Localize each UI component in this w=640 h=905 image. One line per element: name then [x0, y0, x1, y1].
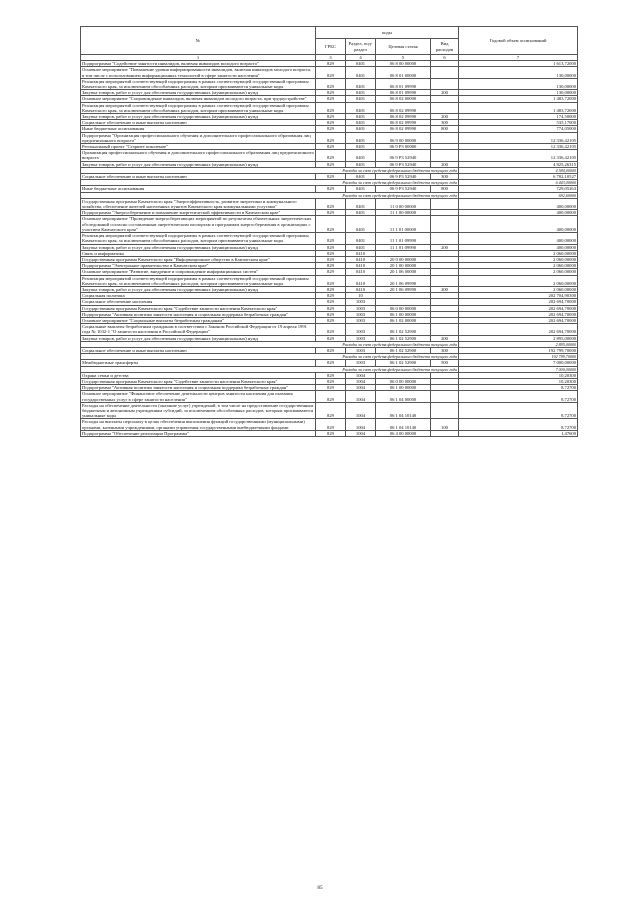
row-volume: 6 782,10527: [459, 174, 578, 180]
row-grbs: 829: [316, 126, 346, 132]
row-section: 0401: [346, 198, 376, 209]
row-name: Основное мероприятие "Проведение энергосберегающих мероприятий по результатам обязательных энергетических обследований согласно составленным энергетическим паспортам и программам энергосбережения в организациях с участием Камчатского края": [81, 216, 316, 233]
row-target: 06 1 02 52900: [376, 360, 431, 366]
row-section: 0410: [346, 263, 376, 269]
budget-document-page: [80, 26, 577, 437]
table-row: [81, 233, 578, 244]
row-volume: 2 060,00000: [459, 250, 578, 256]
row-target: 06 0 00 00000: [376, 305, 431, 311]
row-volume: 774,05000: [459, 126, 578, 132]
row-section: 0401: [346, 244, 376, 250]
row-section: 0410: [346, 256, 376, 262]
row-note-volume: 7 000,00000: [459, 366, 578, 372]
row-grbs: 829: [316, 210, 346, 216]
row-name: Реализация мероприятий соответствующей подпрограммы в рамках соответствующей государственной программы Камчатского края, за исключением обособленных расходов, которым присваиваются уникальные коды: [81, 78, 316, 89]
row-type: [431, 402, 459, 419]
row-type: 200: [431, 244, 459, 250]
header-volume: Годовой объем ассигнований: [459, 27, 578, 55]
row-note: Расходы за счет средств федерального бюджета текущего года: [81, 192, 459, 198]
col-number: 1: [81, 55, 316, 61]
row-name: Реализация мероприятий соответствующей подпрограммы в рамках соответствующей государственной программы Камчатского края, за исключением обособленных расходов, которым присваиваются уникальные коды: [81, 102, 316, 113]
row-grbs: 829: [316, 174, 346, 180]
table-header: [81, 27, 578, 61]
row-target: 06 1 00 00000: [376, 311, 431, 317]
row-target: 20 1 06 09990: [376, 286, 431, 292]
row-volume: 202 694,70000: [459, 317, 578, 323]
row-grbs: 829: [316, 120, 346, 126]
row-section: 0401: [346, 161, 376, 167]
row-name: Реализация мероприятий соответствующей подпрограммы в рамках соответствующей государственной программы Камчатского края, за исключением обособленных расходов, которым присваиваются уникальные коды: [81, 233, 316, 244]
row-section: 1004: [346, 419, 376, 430]
row-target: 06 8 02 00000: [376, 96, 431, 102]
row-grbs: 829: [316, 263, 346, 269]
row-name: Иные бюджетные ассигнования: [81, 186, 316, 192]
row-volume: 2 060,00000: [459, 269, 578, 275]
row-note: Расходы за счет средств федерального бюджета текущего года: [81, 167, 459, 173]
row-type: 200: [431, 161, 459, 167]
row-section: 1003: [346, 324, 376, 335]
row-target: 06 8 02 09990: [376, 114, 431, 120]
row-grbs: 829: [316, 378, 346, 384]
row-target: 06 1 04 00000: [376, 391, 431, 402]
row-section: 1003: [346, 305, 376, 311]
row-section: 1003: [346, 347, 376, 353]
row-grbs: 829: [316, 347, 346, 353]
table-row: [81, 430, 578, 436]
row-section: 0401: [346, 144, 376, 150]
row-note-volume: 6 443,00000: [459, 180, 578, 186]
row-volume: 1,47600: [459, 430, 578, 436]
row-type: [431, 430, 459, 436]
row-note-volume: 4 584,00000: [459, 167, 578, 173]
row-note: Расходы за счет средств федерального бюджета текущего года: [81, 366, 459, 372]
page-number: 85: [317, 885, 323, 891]
row-grbs: 829: [316, 161, 346, 167]
row-section: 1004: [346, 430, 376, 436]
table-row: [81, 419, 578, 430]
row-section: 0401: [346, 126, 376, 132]
row-type: 200: [431, 335, 459, 341]
row-grbs: 829: [316, 360, 346, 366]
row-volume: 202 694,70000: [459, 324, 578, 335]
row-target: 20 1 06 09990: [376, 275, 431, 286]
row-name: Основное мероприятие "Социальные выплаты безработным гражданам": [81, 317, 316, 323]
row-name: Реализация мероприятий соответствующей подпрограммы в рамках соответствующей государственной программы Камчатского края, за исключением обособленных расходов, которым присваиваются уникальные коды: [81, 275, 316, 286]
row-target: 11 1 01 00000: [376, 216, 431, 233]
row-grbs: 829: [316, 402, 346, 419]
row-name: Закупка товаров, работ и услуг для обеспечения государственных (муниципальных) нужд: [81, 90, 316, 96]
row-note-volume: 2 895,00000: [459, 341, 578, 347]
row-target: 20 0 00 00000: [376, 256, 431, 262]
row-grbs: 829: [316, 299, 346, 305]
table-row: [81, 402, 578, 419]
row-section: 0410: [346, 250, 376, 256]
row-volume: 10,20300: [459, 378, 578, 384]
row-target: 06 8 02 09990: [376, 120, 431, 126]
row-volume: 1 613,72000: [459, 61, 578, 67]
row-grbs: 829: [316, 391, 346, 402]
row-section: 1003: [346, 360, 376, 366]
table-row: [81, 150, 578, 161]
row-section: 0401: [346, 114, 376, 120]
row-section: 0401: [346, 96, 376, 102]
row-section: 1004: [346, 402, 376, 419]
row-volume: 2 895,00000: [459, 335, 578, 341]
row-grbs: 829: [316, 78, 346, 89]
row-section: 0401: [346, 132, 376, 143]
table-row: [81, 102, 578, 113]
row-target: 06 1 02 52900: [376, 347, 431, 353]
row-grbs: 829: [316, 198, 346, 209]
row-volume: 2 060,00000: [459, 263, 578, 269]
row-grbs: 829: [316, 250, 346, 256]
row-volume: 8,72700: [459, 385, 578, 391]
row-name: Социальная политика: [81, 293, 316, 299]
row-name: Социальное обеспечение и иные выплаты населению: [81, 174, 316, 180]
row-name: Расходы на выплаты персоналу в целях обеспечения выполнения функций государственными (муниципальными) органами, казенными учреждениями, органами управления государственными внебюджетными фондами: [81, 419, 316, 430]
row-target: 20 1 00 00000: [376, 263, 431, 269]
row-section: 0401: [346, 186, 376, 192]
row-target: 06 1 00 00000: [376, 385, 431, 391]
row-volume: 1 483,72000: [459, 96, 578, 102]
row-name: Подпрограмма "Содействие занятости инвалидов, включая инвалидов молодого возраста": [81, 61, 316, 67]
row-name: Закупка товаров, работ и услуг для обеспечения государственных (муниципальных) нужд: [81, 335, 316, 341]
row-volume: 202 694,70000: [459, 311, 578, 317]
row-target: 06 9 P3 52940: [376, 150, 431, 161]
row-name: Государственная программа Камчатского края "Содействие занятости населения Камчатского края": [81, 378, 316, 384]
row-section: 1004: [346, 378, 376, 384]
row-section: 0401: [346, 67, 376, 78]
row-volume: 2 060,00000: [459, 256, 578, 262]
row-grbs: 829: [316, 144, 346, 150]
row-section: 1003: [346, 311, 376, 317]
row-name: Закупка товаров, работ и услуг для обеспечения государственных (муниципальных) нужд: [81, 114, 316, 120]
row-volume: 8,72700: [459, 402, 578, 419]
table-row: [81, 67, 578, 78]
header-codes: коды: [316, 27, 459, 39]
row-name: Подпрограмма "Организация профессионального обучения и дополнительного профессионального образования лиц предпенсионного возраста": [81, 132, 316, 143]
row-note: Расходы за счет средств федерального бюджета текущего года: [81, 354, 459, 360]
row-name: Социальное обеспечение и иные выплаты населению: [81, 347, 316, 353]
row-volume: 2 060,00000: [459, 275, 578, 286]
row-volume: 10,20300: [459, 372, 578, 378]
row-grbs: 829: [316, 132, 346, 143]
row-type: [431, 198, 459, 209]
row-name: Социальное обеспечение населения: [81, 299, 316, 305]
row-type: 200: [431, 114, 459, 120]
row-section: 0401: [346, 61, 376, 67]
col-number: 4: [346, 55, 376, 61]
row-section: 0401: [346, 216, 376, 233]
row-grbs: 829: [316, 293, 346, 299]
row-target: 11 1 01 09990: [376, 244, 431, 250]
row-volume: 130,00000: [459, 67, 578, 78]
row-target: 06 9 P3 52940: [376, 161, 431, 167]
header-grbs: ГРБС: [316, 39, 346, 55]
row-target: 06 1 04 10140: [376, 419, 431, 430]
row-name: Иные бюджетные ассигнования: [81, 126, 316, 132]
row-grbs: 829: [316, 61, 346, 67]
row-volume: 400,00000: [459, 210, 578, 216]
row-type: [431, 102, 459, 113]
header-no: №: [81, 27, 316, 55]
row-target: 06 1 02 52900: [376, 324, 431, 335]
row-grbs: 829: [316, 96, 346, 102]
row-name: Основное мероприятие "Развитие, внедрение и сопровождение информационных систем": [81, 269, 316, 275]
row-name: Региональный проект "Старшее поколение": [81, 144, 316, 150]
row-type: 100: [431, 419, 459, 430]
row-grbs: 829: [316, 335, 346, 341]
row-name: Расходы на обеспечение деятельности (оказание услуг) учреждений, в том числе на предоставление государственным бюджетным и автономным учреждениям субсидий, за исключением обособленных расходов, которым присваиваются уникальные коды: [81, 402, 316, 419]
table-row: [81, 216, 578, 233]
row-type: [431, 216, 459, 233]
row-volume: 4 825,26315: [459, 161, 578, 167]
row-name: Межбюджетные трансферты: [81, 360, 316, 366]
row-volume: 12 336,42105: [459, 132, 578, 143]
row-name: Организация профессионального обучения и дополнительного профессионального образования лиц предпенсионного возраста: [82, 150, 314, 161]
row-type: 200: [431, 286, 459, 292]
row-type: [431, 275, 459, 286]
row-target: 06 8 01 09990: [376, 90, 431, 96]
row-target: 06 9 00 00000: [376, 132, 431, 143]
row-grbs: 829: [316, 286, 346, 292]
row-name: Подпрограмма "Активная политика занятости населения и социальная поддержка безработных граждан": [81, 385, 316, 391]
row-target: 06 1 02 00000: [376, 317, 431, 323]
col-number: 6: [431, 55, 459, 61]
row-grbs: 829: [316, 385, 346, 391]
row-grbs: 829: [316, 256, 346, 262]
row-volume: 400,00000: [459, 216, 578, 233]
row-target: 06 8 02 09990: [376, 126, 431, 132]
row-name: Социальные выплаты безработным гражданам в соответствии с Законом Российской Федерации от 19 апреля 1991 года № 1032-1 "О занятости населения в Российской Федерации": [81, 324, 316, 335]
row-name: Связь и информатика: [81, 250, 316, 256]
row-section: 1003: [346, 299, 376, 305]
row-target: 20 1 06 00000: [376, 269, 431, 275]
row-name: Основное мероприятие "Повышение уровня информированности инвалидов, включая инвалидов молодого возраста, в том числе с использованием информационных технологий в сфере занятости населения": [81, 67, 316, 78]
row-section: 0410: [346, 275, 376, 286]
row-name: Государственная программа Камчатского края "Информационное общество в Камчатском крае": [81, 256, 316, 262]
row-target: 11 1 00 00000: [376, 210, 431, 216]
row-volume: 400,00000: [459, 198, 578, 209]
row-note-volume: 192 799,70000: [459, 354, 578, 360]
row-target: 06 1 04 10140: [376, 402, 431, 419]
row-section: 0410: [346, 286, 376, 292]
row-grbs: 829: [316, 233, 346, 244]
row-target: 06 9 P3 00000: [376, 144, 431, 150]
row-grbs: 829: [316, 311, 346, 317]
row-name: Подпрограмма "Электронное правительство в Камчатском крае": [81, 263, 316, 269]
row-name: Закупка товаров, работ и услуг для обеспечения государственных (муниципальных) нужд: [81, 286, 316, 292]
row-grbs: 829: [316, 114, 346, 120]
row-target: 06 9 P3 52940: [376, 186, 431, 192]
row-volume: 130,00000: [459, 78, 578, 89]
row-grbs: 829: [316, 150, 346, 161]
row-note: Расходы за счет средств федерального бюджета текущего года: [81, 341, 459, 347]
row-type: [431, 67, 459, 78]
table-row: [81, 391, 578, 402]
row-grbs: 829: [316, 324, 346, 335]
row-name: Социальное обеспечение и иные выплаты населению: [81, 120, 316, 126]
row-type: 800: [431, 126, 459, 132]
budget-table: [80, 26, 578, 437]
table-row: [81, 275, 578, 286]
row-section: 0401: [346, 120, 376, 126]
row-type: [431, 150, 459, 161]
row-target: 06 9 P3 52940: [376, 174, 431, 180]
row-name: Основное мероприятие "Финансовое обеспечение деятельности центров занятости населения для оказания государственных услуг в сфере занятости населения": [81, 391, 316, 402]
row-name: Государственная программа Камчатского края "Энергоэффективность, развитие энергетики и коммунального хозяйства, обеспечение жителей населенных пунктов Камчатского края коммунальными услугами": [81, 198, 316, 209]
table-row: [81, 324, 578, 335]
row-section: 0401: [346, 90, 376, 96]
row-section: 0401: [346, 174, 376, 180]
row-section: 0401: [346, 210, 376, 216]
row-name: Государственная программа Камчатского края "Содействие занятости населения Камчатского края": [81, 305, 316, 311]
row-grbs: 829: [316, 275, 346, 286]
row-name: Подпрограмма "Активная политика занятости населения и социальная поддержка безработных граждан": [81, 311, 316, 317]
header-section: Раздел, под-раздел: [346, 39, 376, 55]
col-number: 5: [376, 55, 431, 61]
row-name: Закупка товаров, работ и услуг для обеспечения государственных (муниципальных) нужд: [81, 244, 316, 250]
row-note-volume: 692,60000: [459, 192, 578, 198]
table-row: [81, 198, 578, 209]
row-note: Расходы за счет средств федерального бюджета текущего года: [81, 180, 459, 186]
row-grbs: 829: [316, 90, 346, 96]
row-section: 1004: [346, 391, 376, 402]
row-volume: 174,50000: [459, 114, 578, 120]
col-number: 3: [316, 55, 346, 61]
table-row: [81, 132, 578, 143]
row-type: 300: [431, 347, 459, 353]
row-section: 1003: [346, 335, 376, 341]
row-type: [431, 78, 459, 89]
row-section: 1003: [346, 317, 376, 323]
col-number: 7: [459, 55, 578, 61]
row-name: Подпрограмма "Обеспечение реализации Программы": [81, 430, 316, 436]
row-target: 06 4 00 00000: [376, 430, 431, 436]
row-target: 06 8 01 09990: [376, 78, 431, 89]
row-volume: 12 336,42105: [459, 150, 578, 161]
row-target: 06 8 02 09990: [376, 102, 431, 113]
row-grbs: 829: [316, 430, 346, 436]
row-type: [431, 233, 459, 244]
row-target: 06 1 02 52900: [376, 335, 431, 341]
row-section: 0401: [346, 78, 376, 89]
row-volume: 8,72700: [459, 419, 578, 430]
row-volume: 729,05263: [459, 186, 578, 192]
row-section: 0401: [346, 102, 376, 113]
row-volume: 192 799,70000: [459, 347, 578, 353]
row-grbs: 829: [316, 419, 346, 430]
row-grbs: 829: [316, 186, 346, 192]
row-target: 11 0 00 00000: [376, 198, 431, 209]
row-type: 200: [431, 90, 459, 96]
header-target: Целевая статья: [376, 39, 431, 55]
row-name: Основное мероприятие "Сопровождение инвалидов, включая инвалидов молодого возраста, при трудоустройстве": [81, 96, 316, 102]
row-volume: 400,00000: [459, 233, 578, 244]
row-volume: 7 000,00000: [459, 360, 578, 366]
row-grbs: 829: [316, 244, 346, 250]
row-grbs: 829: [316, 305, 346, 311]
row-volume: 1 483,72000: [459, 102, 578, 113]
row-grbs: 829: [316, 216, 346, 233]
row-target: 06 8 01 00000: [376, 67, 431, 78]
row-grbs: 829: [316, 317, 346, 323]
row-grbs: 829: [316, 269, 346, 275]
row-section: 0410: [346, 269, 376, 275]
row-type: 300: [431, 120, 459, 126]
row-volume: 400,00000: [459, 244, 578, 250]
row-section: 1004: [346, 372, 376, 378]
row-type: 300: [431, 174, 459, 180]
row-name: Охрана семьи и детства: [81, 372, 316, 378]
row-grbs: 829: [316, 67, 346, 78]
row-type: [431, 391, 459, 402]
row-section: 0401: [346, 233, 376, 244]
row-volume: 2 060,00000: [459, 286, 578, 292]
row-volume: 202 694,70000: [459, 299, 578, 305]
table-body: [81, 61, 578, 437]
row-volume: 12 336,42105: [459, 144, 578, 150]
row-name: Подпрограмма "Энергосбережение и повышение энергетической эффективности в Камчатском крае": [81, 210, 316, 216]
row-type: 500: [431, 360, 459, 366]
header-type: Вид расходов: [431, 39, 459, 55]
row-section: 0401: [346, 150, 376, 161]
row-target: 11 1 01 09990: [376, 233, 431, 244]
row-type: [431, 324, 459, 335]
row-volume: 202 694,70000: [459, 305, 578, 311]
row-section: 10: [346, 293, 376, 299]
row-volume: 202 704,90300: [459, 293, 578, 299]
row-section: 1004: [346, 385, 376, 391]
row-name: Закупка товаров, работ и услуг для обеспечения государственных (муниципальных) нужд: [81, 161, 316, 167]
row-target: 06 0 00 00000: [376, 378, 431, 384]
row-grbs: 829: [316, 372, 346, 378]
row-type: 800: [431, 186, 459, 192]
row-volume: 130,00000: [459, 90, 578, 96]
row-grbs: 829: [316, 102, 346, 113]
table-row: [81, 78, 578, 89]
row-type: [431, 132, 459, 143]
row-volume: 8,72700: [459, 391, 578, 402]
row-target: 06 8 00 00000: [376, 61, 431, 67]
row-volume: 535,17000: [459, 120, 578, 126]
